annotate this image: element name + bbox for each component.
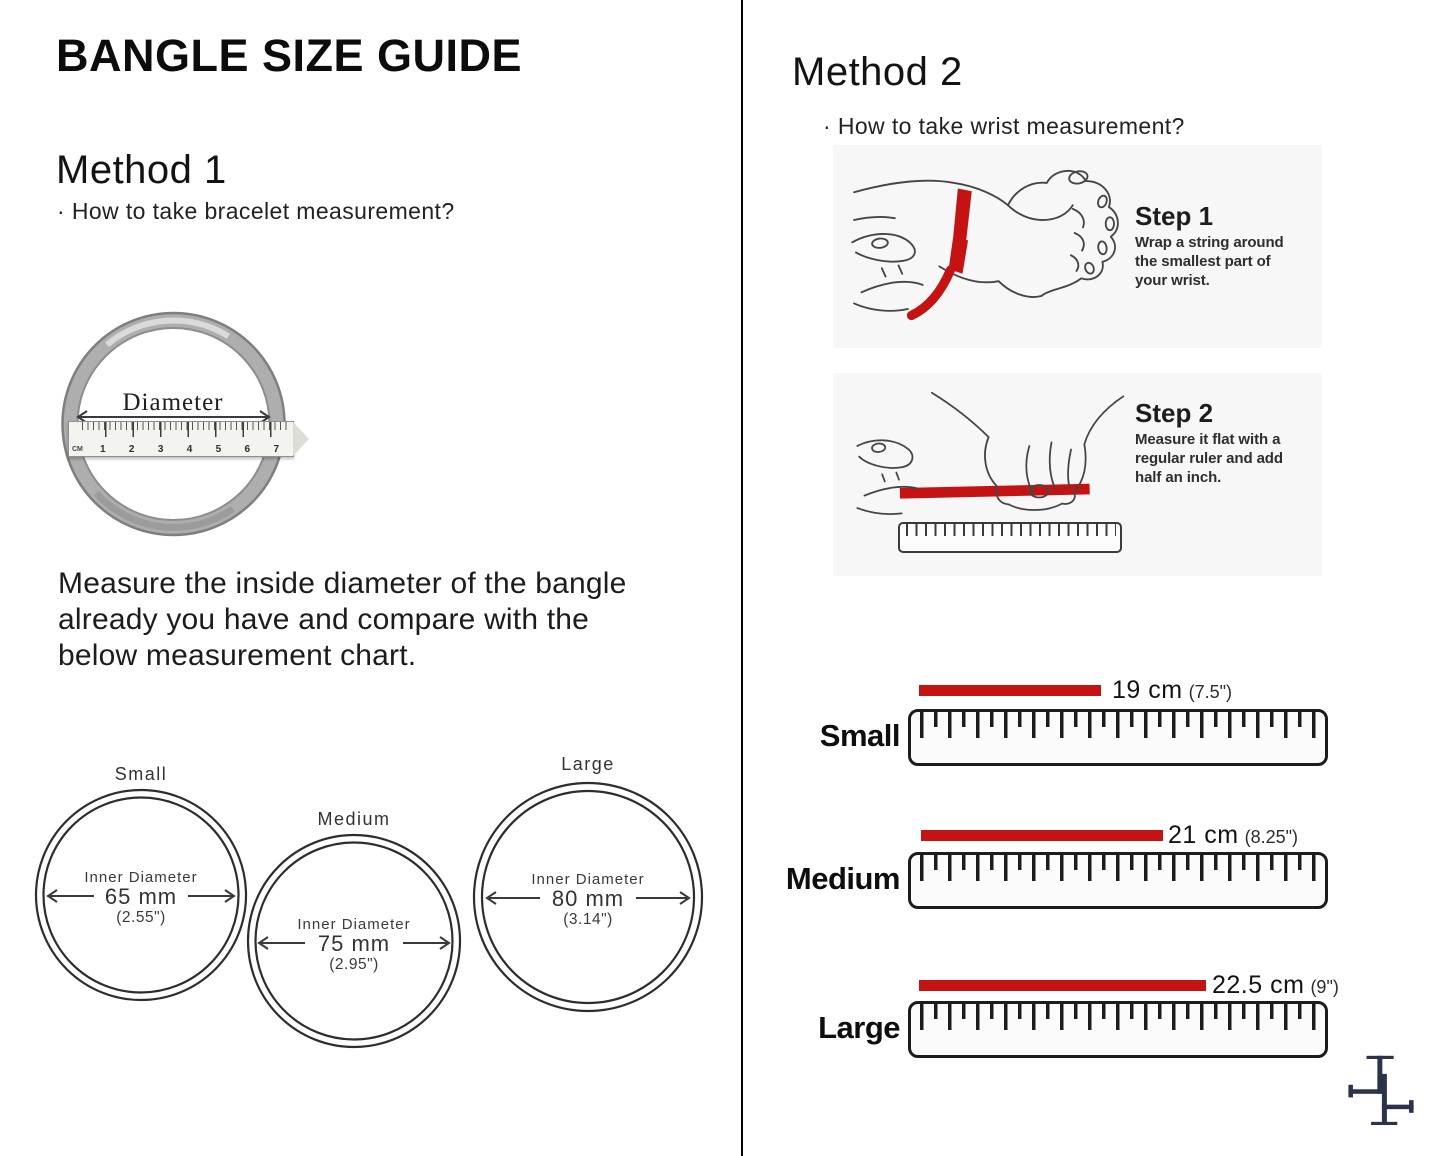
diameter-mm: 80 mm [551,886,625,911]
ruler-number: 1 [100,444,106,455]
wrist-size-bar-small [919,685,1101,696]
bangle-ruler [68,421,294,457]
step2-text: Measure it flat with a regular ruler and add half an inch. [1135,431,1283,486]
step1-text: Wrap a string around the smallest part of your wrist. [1135,234,1284,289]
step2-panel [833,373,1322,576]
step2-title: Step 2 [1135,398,1214,428]
diameter-mm: 75 mm [317,931,391,956]
measure-cm: 21 cm [1168,821,1239,849]
measure-inches: (8.25") [1244,827,1299,847]
measure-cm: 22.5 cm [1212,971,1305,999]
step1-title: Step 1 [1135,201,1214,231]
ruler-medium [908,852,1328,909]
step1-panel [833,145,1322,348]
inner-diameter-label: Inner Diameter [297,916,411,933]
wrist-size-label-medium: Medium [785,861,900,896]
diameter-inches: (2.95") [329,956,379,973]
diameter-inches: (3.14") [563,911,613,928]
ruler-number: 7 [273,444,279,455]
ruler-number: 3 [157,444,164,455]
method2-heading: Method 2 [792,50,963,94]
ruler-numbers [100,444,279,455]
ruler-measure-illustration [843,391,1143,571]
ruler-small [908,709,1328,766]
size-name: Small [114,764,168,784]
wrist-size-bar-large [919,980,1206,991]
size-circle-large [474,754,702,1011]
ruler-number: 2 [128,444,135,455]
size-circle-small [36,764,246,1000]
ruler-arrow-tip [293,422,309,456]
diameter-label: Diameter [122,389,224,416]
measure-inches: (9") [1310,977,1339,997]
size-name: Medium [317,809,391,829]
wrist-measure-small [1112,676,1232,705]
measure-inches: (7.5") [1188,682,1232,702]
method1-heading: Method 1 [56,148,227,192]
diameter-inches: (2.55") [116,909,166,926]
diameter-mm: 65 mm [104,884,178,909]
size-circle-medium [248,809,460,1047]
inner-diameter-label: Inner Diameter [84,869,198,886]
wrist-size-label-large: Large [818,1010,900,1045]
ruler-number: 4 [186,444,193,455]
red-string-flat [900,484,1090,499]
column-divider [741,0,743,1156]
ruler-unit-label: CM [72,446,83,453]
size-name: Large [561,754,615,774]
brand-logo-icon [1346,1054,1416,1130]
wrist-size-bar-medium [921,830,1163,841]
ruler-number: 5 [215,444,222,455]
method1-question: · How to take bracelet measurement? [57,198,455,224]
method1-description: Measure the inside diameter of the bangle already you have and compare with the below measurement chart. [58,567,627,672]
size-circles-diagram [25,745,715,1075]
measure-cm: 19 cm [1112,676,1183,704]
wrist-measure-medium [1168,821,1298,850]
wrist-string-illustration [839,157,1149,347]
ruler-number: 6 [244,444,251,455]
red-string [912,189,972,316]
method2-question: · How to take wrist measurement? [823,113,1185,139]
ruler-large [908,1001,1328,1058]
inner-diameter-label: Inner Diameter [531,871,645,888]
wrist-measure-large [1212,971,1339,1000]
page-title: BANGLE SIZE GUIDE [56,30,523,81]
wrist-size-label-small: Small [819,718,900,753]
